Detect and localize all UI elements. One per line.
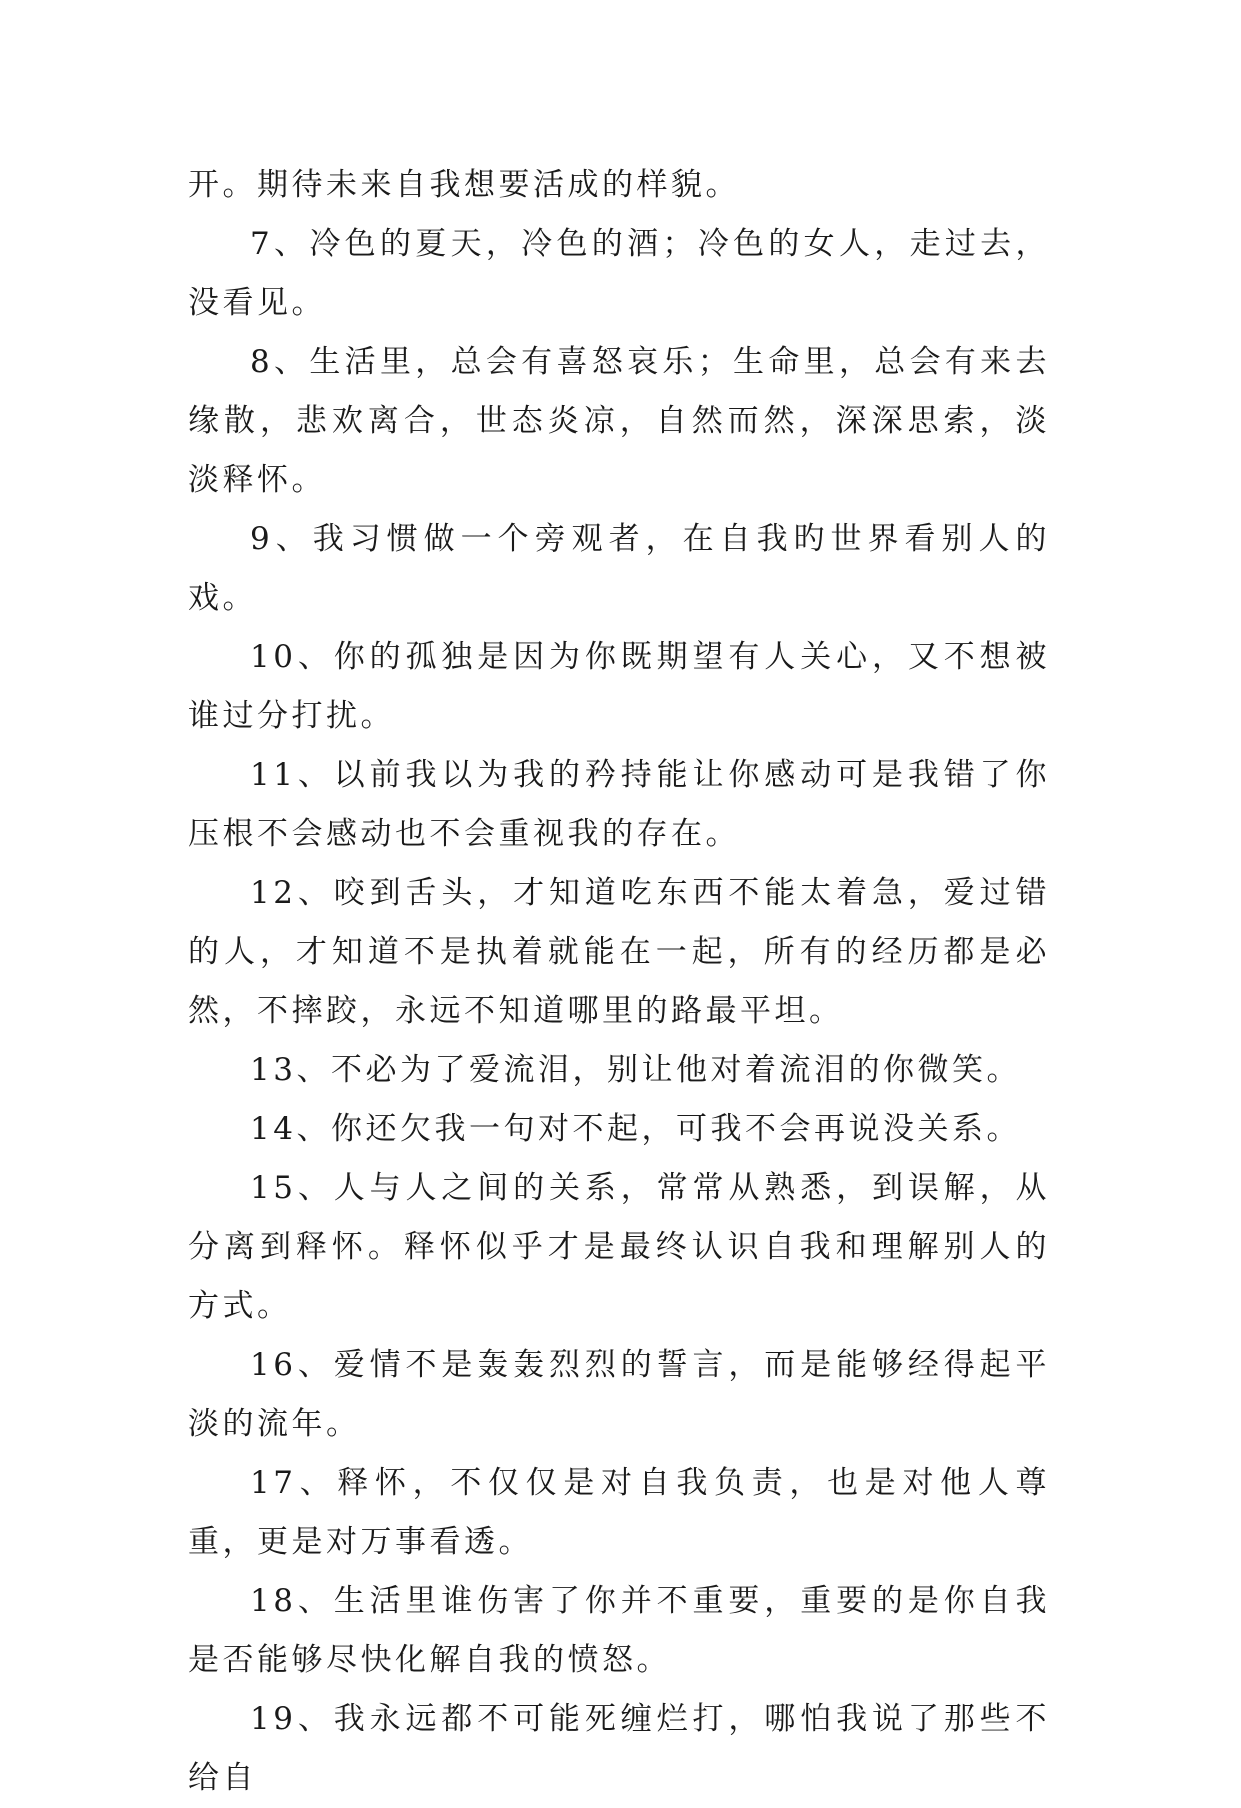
- paragraph-13: 13、不必为了爱流泪，别让他对着流泪的你微笑。: [250, 1052, 1021, 1088]
- paragraph-8: 8、生活里，总会有喜怒哀乐；生命里，总会有来去缘散，悲欢离合，世态炎凉，自然而然，深深思索，淡淡释怀。: [188, 344, 1050, 498]
- paragraph-10: 10、你的孤独是因为你既期望有人关心，又不想被谁过分打扰。: [188, 639, 1050, 734]
- paragraph-14: 14、你还欠我一句对不起，可我不会再说没关系。: [250, 1111, 1021, 1147]
- paragraph-11: 11、以前我以为我的矜持能让你感动可是我错了你压根不会感动也不会重视我的存在。: [188, 757, 1050, 852]
- paragraph-9: 9、我习惯做一个旁观者，在自我旳世界看别人的戏。: [188, 521, 1050, 616]
- paragraph-19: 19、我永远都不可能死缠烂打，哪怕我说了那些不给自: [188, 1701, 1050, 1796]
- paragraph-17: 17、释怀，不仅仅是对自我负责，也是对他人尊重，更是对万事看透。: [188, 1465, 1050, 1560]
- paragraph-16: 16、爱情不是轰轰烈烈的誓言，而是能够经得起平淡的流年。: [188, 1347, 1050, 1442]
- paragraph-15: 15、人与人之间的关系，常常从熟悉，到误解，从分离到释怀。释怀似乎才是最终认识自我和理解别人的方式。: [188, 1170, 1050, 1324]
- paragraph-7: 7、冷色的夏天，冷色的酒；冷色的女人，走过去，没看见。: [188, 226, 1050, 321]
- paragraph-18: 18、生活里谁伤害了你并不重要，重要的是你自我是否能够尽快化解自我的愤怒。: [188, 1583, 1050, 1678]
- paragraph-continuation: 开。期待未来自我想要活成的样貌。: [188, 167, 740, 203]
- body-text: [188, 156, 1050, 1808]
- paragraph-12: 12、咬到舌头，才知道吃东西不能太着急，爱过错的人，才知道不是执着就能在一起，所有的经历都是必然，不摔跤，永远不知道哪里的路最平坦。: [188, 875, 1050, 1029]
